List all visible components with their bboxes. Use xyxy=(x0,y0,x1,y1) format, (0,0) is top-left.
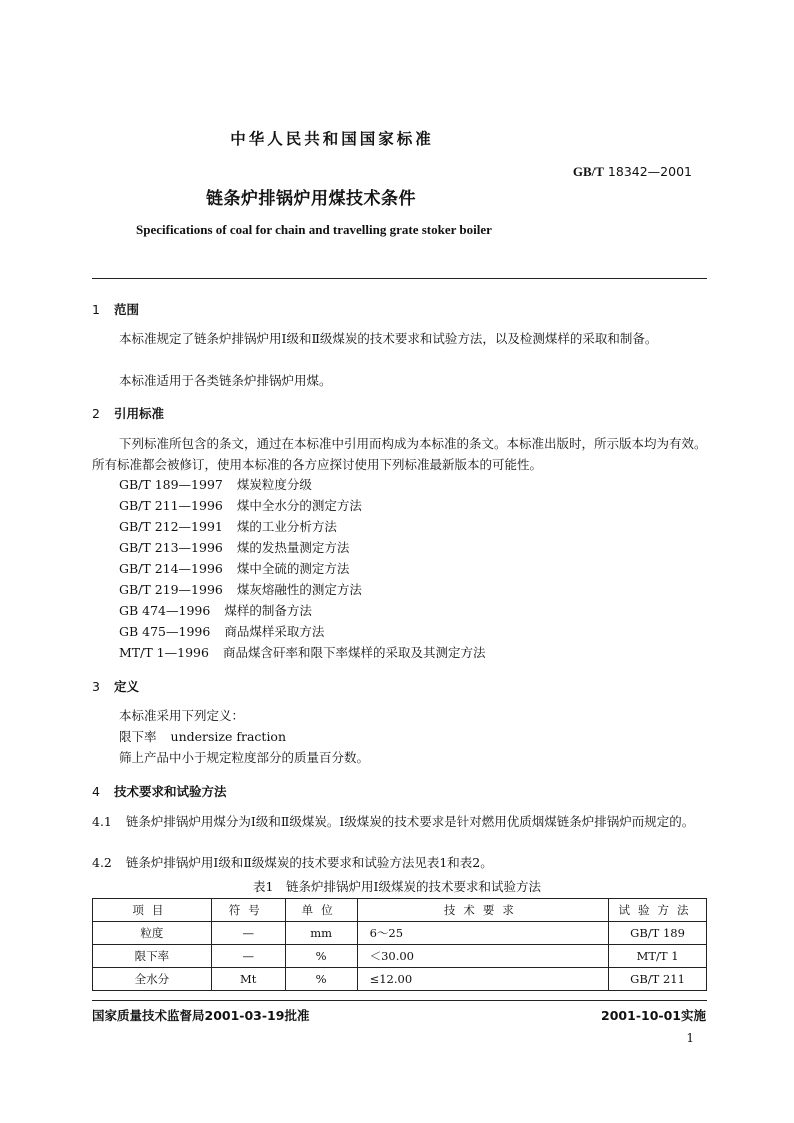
table-row xyxy=(93,968,707,991)
reference-item: GB 475—1996 商品煤样采取方法 xyxy=(119,624,325,639)
page-number: 1 xyxy=(686,1031,694,1045)
clause-number: 4.2 xyxy=(92,855,112,870)
table-cell: % xyxy=(285,945,357,968)
table-header-cell: 试验方法 xyxy=(609,899,707,922)
reference-item: GB/T 214—1996 煤中全硫的测定方法 xyxy=(119,561,350,576)
table-cell: 全水分 xyxy=(93,968,212,991)
table-cell: — xyxy=(211,945,285,968)
section-heading-references: 2 引用标准 xyxy=(92,406,165,421)
reference-item: GB/T 219—1996 煤灰熔融性的测定方法 xyxy=(119,582,362,597)
table-cell: Mt xyxy=(211,968,285,991)
table-header-cell: 符号 xyxy=(211,899,285,922)
approval-date: 国家质量技术监督局2001-03-19批准 xyxy=(92,1008,310,1023)
table-caption: 表1 链条炉排锅炉用Ⅰ级煤炭的技术要求和试验方法 xyxy=(253,879,541,894)
table-header-cell: 单位 xyxy=(285,899,357,922)
reference-item: MT/T 1—1996 商品煤含矸率和限下率煤样的采取及其测定方法 xyxy=(119,645,486,660)
standard-code xyxy=(573,164,692,180)
reference-item: GB/T 212—1991 煤的工业分析方法 xyxy=(119,519,337,534)
table-row xyxy=(93,945,707,968)
references-intro: 下列标准所包含的条文，通过在本标准中引用而构成为本标准的条文。本标准出版时，所示版本均为有效。所有标准都会被修订，使用本标准的各方应探讨使用下列标准最新版本的可能性。 xyxy=(92,436,707,472)
requirements-table xyxy=(92,898,707,991)
document-title-en: Specifications of coal for chain and travelling grate stoker boiler xyxy=(136,222,492,237)
table-header-cell: 项目 xyxy=(93,899,212,922)
standard-number: 18342—2001 xyxy=(607,164,692,179)
reference-item: GB 474—1996 煤样的制备方法 xyxy=(119,603,312,618)
table-cell: ≤12.00 xyxy=(357,968,609,991)
footer-divider xyxy=(92,1000,707,1001)
section-heading-scope: 1 范围 xyxy=(92,302,140,317)
section-heading-definitions: 3 定义 xyxy=(92,679,140,694)
effective-date: 2001-10-01实施 xyxy=(601,1008,706,1023)
reference-item: GB/T 211—1996 煤中全水分的测定方法 xyxy=(119,498,362,513)
table-cell: GB/T 211 xyxy=(609,968,707,991)
table-cell: 粒度 xyxy=(93,922,212,945)
definition-text: 筛上产品中小于规定粒度部分的质量百分数。 xyxy=(119,750,370,765)
clause-4-2: 4.2 链条炉排锅炉用Ⅰ级和Ⅱ级煤炭的技术要求和试验方法见表1和表2。 xyxy=(92,855,493,870)
table-cell: 限下率 xyxy=(93,945,212,968)
table-cell: % xyxy=(285,968,357,991)
table-cell: MT/T 1 xyxy=(609,945,707,968)
table-header-row xyxy=(93,899,707,922)
table-cell: — xyxy=(211,922,285,945)
standard-prefix: GB/T xyxy=(572,164,604,179)
document-title-cn: 链条炉排锅炉用煤技术条件 xyxy=(206,189,416,209)
section-heading-requirements: 4 技术要求和试验方法 xyxy=(92,784,227,799)
term-en: undersize fraction xyxy=(170,729,287,744)
definition-term xyxy=(119,727,286,745)
definitions-intro: 本标准采用下列定义： xyxy=(119,708,245,723)
clause-4-1: 4.1 链条炉排锅炉用煤分为Ⅰ级和Ⅱ级煤炭。Ⅰ级煤炭的技术要求是针对燃用优质烟煤链条炉排锅炉而规定的。 xyxy=(92,814,695,829)
header-divider xyxy=(92,278,707,279)
table-cell: ＜30.00 xyxy=(357,945,609,968)
clause-number: 4.1 xyxy=(92,814,112,829)
scope-paragraph-1: 本标准规定了链条炉排锅炉用Ⅰ级和Ⅱ级煤炭的技术要求和试验方法，以及检测煤样的采取和制备。 xyxy=(119,331,658,346)
table-cell: mm xyxy=(285,922,357,945)
reference-item: GB/T 189—1997 煤炭粒度分级 xyxy=(119,477,312,492)
national-standard-title: 中华人民共和国国家标准 xyxy=(230,130,434,148)
table-cell: GB/T 189 xyxy=(609,922,707,945)
reference-item: GB/T 213—1996 煤的发热量测定方法 xyxy=(119,540,350,555)
table-cell: 6～25 xyxy=(357,922,609,945)
scope-paragraph-2: 本标准适用于各类链条炉排锅炉用煤。 xyxy=(119,373,332,388)
term-cn: 限下率 xyxy=(119,729,157,744)
table-row xyxy=(93,922,707,945)
table-header-cell: 技术要求 xyxy=(357,899,609,922)
